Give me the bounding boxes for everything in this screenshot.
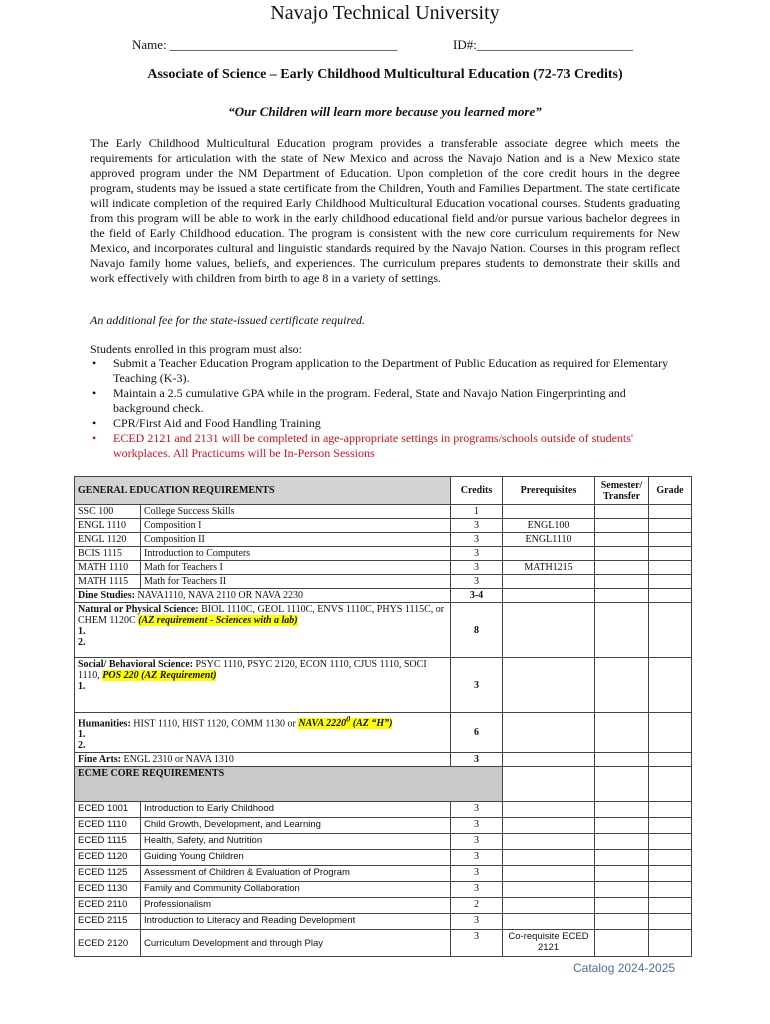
course-code: ECED 1125 [75,866,141,882]
course-credits: 3 [451,519,503,533]
table-row [75,561,692,575]
name-field[interactable]: Name: ___________________________________ [132,37,398,52]
semester-cell[interactable] [595,914,649,930]
course-code: ECED 1130 [75,882,141,898]
course-prereq [503,866,595,882]
course-prereq: MATH1215 [503,561,595,575]
grade-cell[interactable] [649,914,692,930]
course-name: Guiding Young Children [141,850,451,866]
grade-cell[interactable] [649,834,692,850]
course-code: MATH 1110 [75,561,141,575]
table-row [75,818,692,834]
requirements-intro: Students enrolled in this program must also: [90,342,302,356]
course-code: ECED 1115 [75,834,141,850]
requirements-list [90,356,680,461]
grade-cell[interactable] [649,505,692,519]
social-science-courses: PSYC 1110, PSYC 2120, ECON 1110, CJUS 1110, SOCI 1110, [78,659,427,681]
fine-arts-label: Fine Arts: [78,754,122,766]
table-row [75,802,692,818]
table-row [75,850,692,866]
semester-header: Semester/ Transfer [595,477,649,505]
grade-cell[interactable] [649,818,692,834]
social-science-cell [75,658,451,713]
course-name: Professionalism [141,898,451,914]
course-prereq [503,603,595,658]
grade-cell[interactable] [649,802,692,818]
course-name: Family and Community Collaboration [141,882,451,898]
course-name: Composition I [141,519,451,533]
table-row [75,930,692,957]
table-row [75,898,692,914]
semester-cell[interactable] [595,818,649,834]
course-credits: 3 [451,753,503,767]
semester-cell[interactable] [595,802,649,818]
requirement-item-practicum: • ECED 2121 and 2131 will be completed in age-appropriate settings in programs/schools outside of students' workplaces. All Practicums will be In-Person Sessions [90,431,680,461]
fee-note: An additional fee for the state-issued certificate required. [90,313,366,327]
semester-cell[interactable] [595,575,649,589]
nava-2220-text: NAVA 2220 [298,718,347,730]
prerequisites-header: Prerequisites [503,477,595,505]
course-credits: 3 [451,818,503,834]
course-code: ENGL 1120 [75,533,141,547]
semester-cell[interactable] [595,505,649,519]
course-credits: 8 [451,603,503,658]
course-credits: 3 [451,547,503,561]
course-prereq [503,914,595,930]
general-education-header: GENERAL EDUCATION REQUIREMENTS [75,477,451,505]
table-row [75,519,692,533]
humanities-courses: HIST 1110, HIST 1120, COMM 1130 or [130,718,299,730]
core-requirements-header: ECME CORE REQUIREMENTS [75,767,503,802]
course-credits: 3 [451,575,503,589]
dine-studies-cell [75,589,451,603]
course-prereq [503,850,595,866]
university-title: Navajo Technical University [270,2,500,24]
course-code: SSC 100 [75,505,141,519]
course-prereq [503,589,595,603]
course-code: ECED 1120 [75,850,141,866]
grade-cell[interactable] [649,561,692,575]
dine-studies-label: Dine Studies: [78,590,135,601]
course-prereq [503,713,595,753]
course-code: ECED 1110 [75,818,141,834]
course-credits: 3-4 [451,589,503,603]
grade-cell[interactable] [649,850,692,866]
course-name: Child Growth, Development, and Learning [141,818,451,834]
fine-arts-cell [75,753,451,767]
course-credits: 3 [451,561,503,575]
table-row [75,713,692,753]
core-header-prereq [503,767,595,802]
course-credits: 3 [451,930,503,957]
course-name: Introduction to Computers [141,547,451,561]
semester-cell[interactable] [595,850,649,866]
semester-cell[interactable] [595,603,649,658]
grade-cell[interactable] [649,589,692,603]
grade-cell[interactable] [649,882,692,898]
table-row [75,603,692,658]
program-description: The Early Childhood Multicultural Education program provides a transferable associate degree which meets the requirements for articulation with the state of New Mexico and across the Navajo Nation and is a New Mexico state approved program under the NM Department of Education. Upon completion of the core credit hours in the degree program, students may be issued a state certificate from the Children, Youth and Families Department. The state certificate will indicate completion of the required Early Childhood Multicultural Education vocational courses. Students graduating from this program will be able to work in the early childhood educational field and/or pursue various bachelor degrees in the field of Early Childhood education. The program is consistent with the new core curriculum requirements for New Mexico, and incorporates cultural and linguistic standards required by the Navajo Nation. Courses in this program reflect Navajo family home values, beliefs, and experiences. The curriculum prepares students to demonstrate their skills and work effectively with children from birth to age 8 in a variety of settings. [90,136,680,285]
blank-line-1: 1. [78,626,86,637]
semester-cell[interactable] [595,882,649,898]
table-row [75,866,692,882]
fine-arts-courses: ENGL 2310 or NAVA 1310 [121,754,234,766]
grade-cell[interactable] [649,658,692,713]
table-row [75,753,692,767]
course-prereq [503,658,595,713]
course-credits: 3 [451,866,503,882]
course-prereq: Co-requisite ECED 2121 [503,930,595,957]
semester-cell[interactable] [595,834,649,850]
course-prereq: ENGL1110 [503,533,595,547]
course-name: Composition II [141,533,451,547]
semester-cell[interactable] [595,519,649,533]
humanities-cell [75,713,451,753]
semester-cell[interactable] [595,533,649,547]
table-row [75,547,692,561]
course-credits: 3 [451,533,503,547]
course-credits: 2 [451,898,503,914]
az-humanities-requirement [298,715,393,730]
semester-cell[interactable] [595,547,649,561]
course-prereq [503,547,595,561]
nava-2220-sup: 0 [346,715,351,724]
az-lab-requirement: (AZ requirement - Sciences with a lab) [138,615,298,626]
core-header-row [75,767,692,802]
core-header-semester [595,767,649,802]
course-name: Math for Teachers I [141,561,451,575]
semester-cell[interactable] [595,866,649,882]
semester-cell[interactable] [595,930,649,957]
semester-cell[interactable] [595,753,649,767]
course-credits: 3 [451,658,503,713]
semester-cell[interactable] [595,658,649,713]
course-credits: 6 [451,713,503,753]
requirement-item: • CPR/First Aid and Food Handling Training [90,416,680,431]
social-science-label: Social/ Behavioral Science: [78,659,193,670]
humanities-label: Humanities: [78,718,131,730]
blank-line-1: 1. [78,729,86,741]
course-credits: 3 [451,914,503,930]
course-name: Health, Safety, and Nutrition [141,834,451,850]
course-name: Introduction to Early Childhood [141,802,451,818]
table-row [75,505,692,519]
requirement-item: • Maintain a 2.5 cumulative GPA while in the program. Federal, State and Navajo Nation Fingerprinting and background check. [90,386,680,416]
semester-cell[interactable] [595,561,649,575]
course-name: Assessment of Children & Evaluation of Program [141,866,451,882]
course-code: ECED 2110 [75,898,141,914]
course-code: ECED 2115 [75,914,141,930]
dine-studies-courses: NAVA1110, NAVA 2110 OR NAVA 2230 [134,590,304,601]
table-row [75,589,692,603]
natural-science-courses: BIOL 1110C, GEOL 1110C, ENVS 1110C, PHYS 1115C, or CHEM 1120C [78,604,445,626]
grade-cell[interactable] [649,866,692,882]
course-prereq [503,898,595,914]
course-prereq [503,802,595,818]
semester-cell[interactable] [595,713,649,753]
semester-cell[interactable] [595,589,649,603]
natural-science-label: Natural or Physical Science: [78,604,199,615]
blank-line-2: 2. [78,637,86,648]
course-code: ENGL 1110 [75,519,141,533]
course-prereq [503,505,595,519]
course-prereq [503,834,595,850]
az-h-text: (AZ “H”) [350,718,393,730]
course-name: Introduction to Literacy and Reading Development [141,914,451,930]
semester-cell[interactable] [595,898,649,914]
grade-cell[interactable] [649,898,692,914]
course-code: BCIS 1115 [75,547,141,561]
id-field[interactable]: ID#:________________________ [453,37,633,52]
grade-cell[interactable] [649,603,692,658]
course-code: ECED 1001 [75,802,141,818]
course-credits: 3 [451,850,503,866]
grade-cell[interactable] [649,575,692,589]
natural-science-cell [75,603,451,658]
grade-cell[interactable] [649,533,692,547]
grade-cell[interactable] [649,930,692,957]
course-table [74,476,692,957]
course-credits: 3 [451,882,503,898]
course-code: MATH 1115 [75,575,141,589]
grade-header: Grade [649,477,692,505]
requirement-item: • Submit a Teacher Education Program application to the Department of Public Education as required for Elementary Teaching (K-3). [90,356,680,386]
core-header-grade [649,767,692,802]
course-name: College Success Skills [141,505,451,519]
course-credits: 1 [451,505,503,519]
table-row [75,533,692,547]
grade-cell[interactable] [649,713,692,753]
course-prereq [503,753,595,767]
grade-cell[interactable] [649,519,692,533]
course-credits: 3 [451,802,503,818]
blank-line-2: 2. [78,740,86,752]
course-name: Math for Teachers II [141,575,451,589]
course-code: ECED 2120 [75,930,141,957]
table-row [75,834,692,850]
table-row [75,575,692,589]
blank-line-1: 1. [78,681,86,692]
table-row [75,658,692,713]
credits-header: Credits [451,477,503,505]
az-pos-requirement: POS 220 (AZ Requirement) [102,670,217,681]
program-motto: “Our Children will learn more because you learned more” [228,104,542,119]
table-row [75,914,692,930]
grade-cell[interactable] [649,547,692,561]
course-prereq [503,882,595,898]
course-prereq [503,818,595,834]
catalog-year: Catalog 2024-2025 [573,961,676,975]
course-prereq: ENGL100 [503,519,595,533]
table-row [75,882,692,898]
program-title: Associate of Science – Early Childhood Multicultural Education (72-73 Credits) [147,67,623,82]
student-info-row [132,37,633,53]
course-credits: 3 [451,834,503,850]
course-name: Curriculum Development and through Play [141,930,451,957]
grade-cell[interactable] [649,753,692,767]
course-prereq [503,575,595,589]
